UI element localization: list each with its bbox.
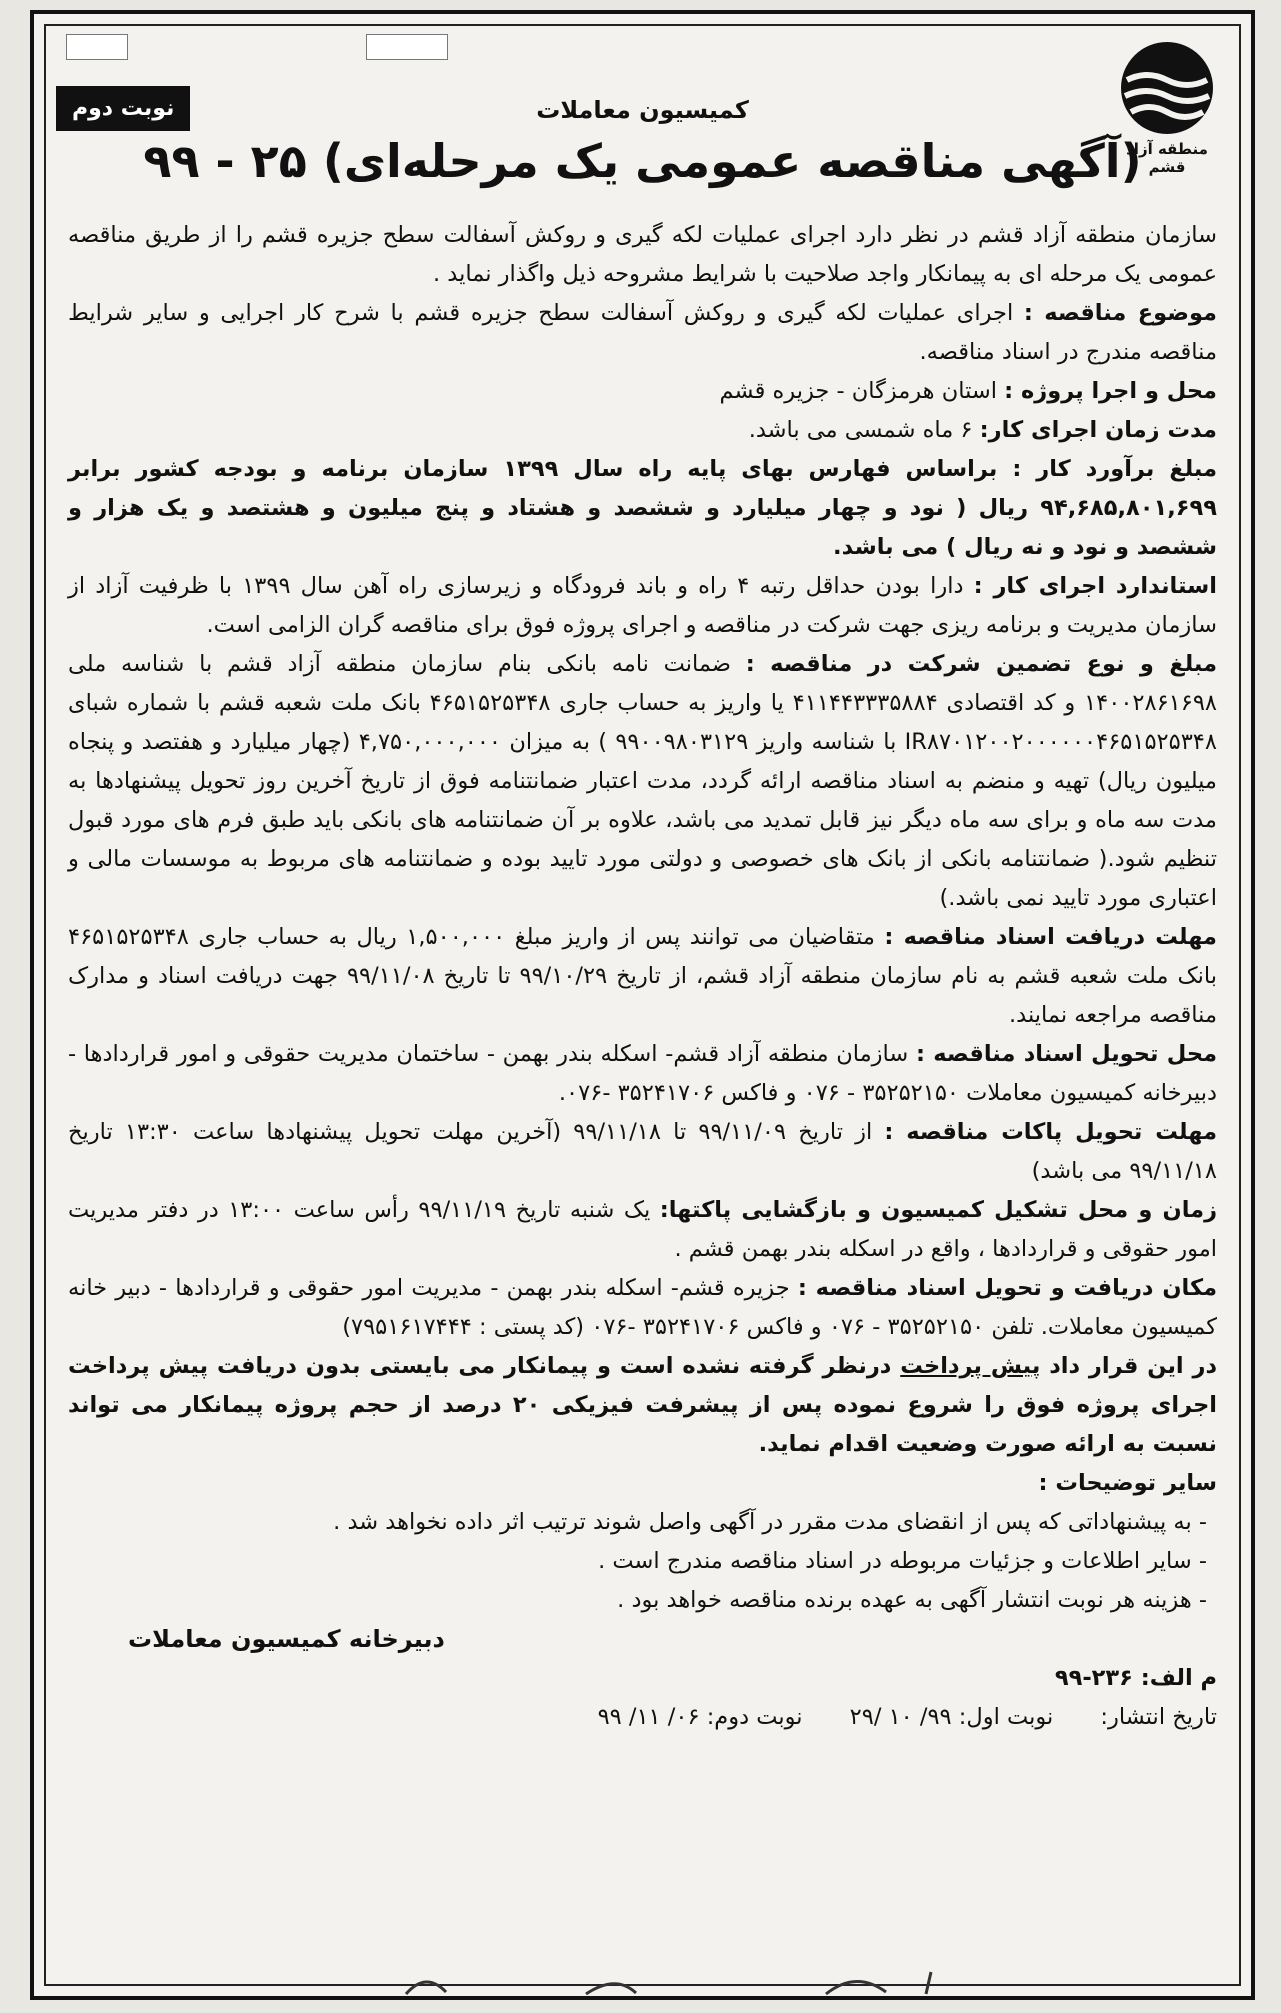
delivery-place-label: محل تحویل اسناد مناقصه : (915, 1041, 1217, 1067)
duration-text: ۶ ماه شمسی می باشد. (748, 417, 973, 443)
note-item: - به پیشنهاداتی که پس از انقضای مدت مقرر در آگهی واصل شوند ترتیب اثر داده نخواهد شد . (333, 1509, 1207, 1535)
publication-dates (68, 1698, 1217, 1737)
scan-strip (366, 34, 448, 60)
estimate-text: براساس فهارس بهای پایه راه سال ۱۳۹۹ سازمان برنامه و بودجه کشور برابر ۹۴,۶۸۵,۸۰۱,۶۹۹ ریال ( نود و چهار میلیارد و ششصد و هشتاد و پنج میلیون و هشتصد و یک هزار و ششصد و نود و نه ریال ) می باشد. (68, 456, 1217, 560)
commission-heading: کمیسیون معاملات (536, 96, 749, 124)
duration-row (68, 411, 1217, 450)
opening-row (68, 1191, 1217, 1269)
reference-number: م الف: ۲۳۶-۹۹ (1054, 1665, 1217, 1691)
subject-label: موضوع مناقصه : (1023, 300, 1217, 326)
logo-text: منطقه آزاد قشم (1126, 140, 1208, 176)
docs-deadline-label: مهلت دریافت اسناد مناقصه : (884, 924, 1217, 950)
docs-deadline-text: متقاضیان می توانند پس از واریز مبلغ ۱,۵۰۰,۰۰۰ ریال به حساب جاری ۴۶۵۱۵۲۵۳۴۸ بانک ملت شعبه قشم به نام سازمان منطقه آزاد قشم، از تاریخ ۹۹/۱۰/۲۹ تا تاریخ ۹۹/۱۱/۰۸ جهت دریافت اسناد و مدارک مناقصه مراجعه نمایند. (68, 924, 1217, 1028)
standard-label: استاندارد اجرای کار : (973, 573, 1217, 599)
prepayment-underlined: پیش پرداخت (900, 1353, 1041, 1379)
delivery-place-text: سازمان منطقه آزاد قشم- اسکله بندر بهمن - ساختمان مدیریت حقوقی و امور قراردادها - دبیرخانه کمیسیون معاملات ۳۵۲۵۲۱۵۰ - ۰۷۶ و فاکس ۳۵۲۴۱۷۰۶ -۰۷۶. (68, 1041, 1217, 1106)
guarantee-text: ضمانت نامه بانکی بنام سازمان منطقه آزاد قشم با شناسه ملی ۱۴۰۰۲۸۶۱۶۹۸ و کد اقتصادی ۴۱۱۴۴۳۳۳۵۸۸۴ یا واریز به حساب جاری ۴۶۵۱۵۲۵۳۴۸ بانک ملت شعبه قشم با شماره شبای IR۸۷۰۱۲۰۰۲۰۰۰۰۰۰۴۶۵۱۵۲۵۳۴۸ با شناسه واریز ۹۹۰۰۹۸۰۳۱۲۹ ) به میزان ۴,۷۵۰,۰۰۰,۰۰۰ (چهار میلیارد و هفتصد و پنجاه میلیون ریال) تهیه و منضم به اسناد مناقصه ارائه گردد، مدت اعتبار ضمانتنامه فوق از تاریخ آخرین روز تحویل پیشنهادها به مدت سه ماه و برای سه ماه دیگر نیز قابل تمدید می باشد، علاوه بر آن ضمانتنامه های بانکی باید طبق فرم های مورد قبول تنظیم شود.( ضمانتنامه بانکی از بانک های خصوصی و دولتی مورد تایید بوده و ضمانتنامه های مربوط به موسسات مالی و اعتباری مورد تایید نمی باشد.) (68, 651, 1217, 911)
round-badge: نوبت دوم (56, 86, 190, 131)
standard-text: دارا بودن حداقل رتبه ۴ راه و باند فرودگاه و زیرسازی راه آهن سال ۱۳۹۹ با ظرفیت آزاد از سازمان مدیریت و برنامه ریزی جهت شرکت در مناقصه و اجرای پروژه فوق برای مناقصه گران الزامی است. (68, 573, 1217, 638)
guarantee-label: مبلغ و نوع تضمین شرکت در مناقصه : (745, 651, 1217, 677)
clipping-frame (44, 24, 1241, 1986)
estimate-row (68, 450, 1217, 567)
torn-edge (34, 1966, 1251, 1996)
subject-text: اجرای عملیات لکه گیری و روکش آسفالت سطح جزیره قشم با شرح کار اجرایی و سایر شرایط مناقصه مندرج در اسناد مناقصه. (68, 300, 1217, 365)
note-item: - سایر اطلاعات و جزئیات مربوطه در اسناد مناقصه مندرج است . (598, 1548, 1207, 1574)
note-item: - هزینه هر نوبت انتشار آگهی به عهده برنده مناقصه خواهد بود . (617, 1587, 1207, 1613)
standard-row (68, 567, 1217, 645)
docs-deadline-row (68, 918, 1217, 1035)
notes-title: سایر توضیحات : (1038, 1470, 1217, 1496)
prepayment-text-a: در این قرار داد (1049, 1353, 1218, 1379)
intro-paragraph: سازمان منطقه آزاد قشم در نظر دارد اجرای عملیات لکه گیری و روکش آسفالت سطح جزیره قشم را از طریق مناقصه عمومی یک مرحله ای به پیمانکار واجد صلاحیت با شرایط مشروحه ذیل واگذار نماید . (68, 222, 1217, 287)
signature: دبیرخانه کمیسیون معاملات (128, 1625, 445, 1653)
receive-place-row (68, 1269, 1217, 1347)
estimate-label: مبلغ برآورد کار : (1012, 456, 1217, 482)
prepayment-paragraph (68, 1347, 1217, 1464)
subject-row (68, 294, 1217, 372)
guarantee-row (68, 645, 1217, 918)
opening-text: یک شنبه تاریخ ۹۹/۱۱/۱۹ رأس ساعت ۱۳:۰۰ در دفتر مدیریت امور حقوقی و قراردادها ، واقع در اسکله بندر بهمن قشم . (68, 1197, 1217, 1262)
tender-body (68, 216, 1217, 1737)
packets-deadline-row (68, 1113, 1217, 1191)
packets-deadline-label: مهلت تحویل پاکات مناقصه : (884, 1119, 1217, 1145)
scan-strip (66, 34, 128, 60)
second-round-date: نوبت دوم: ۰۶/ ۱۱/ ۹۹ (597, 1704, 803, 1730)
publication-label: تاریخ انتشار: (1100, 1704, 1217, 1730)
delivery-place-row (68, 1035, 1217, 1113)
tender-title: (آگهی مناقصه عمومی یک مرحله‌ای) ۲۵ - ۹۹ (143, 134, 1142, 188)
location-label: محل و اجرا پروژه : (1004, 378, 1217, 404)
packets-deadline-text: از تاریخ ۹۹/۱۱/۰۹ تا ۹۹/۱۱/۱۸ (آخرین مهلت تحویل پیشنهادها ساعت ۱۳:۳۰ تاریخ ۹۹/۱۱/۱۸ می باشد) (68, 1119, 1217, 1184)
duration-label: مدت زمان اجرای کار: (979, 417, 1217, 443)
location-text: استان هرمزگان - جزیره قشم (719, 378, 997, 404)
location-row (68, 372, 1217, 411)
receive-place-label: مکان دریافت و تحویل اسناد مناقصه : (797, 1275, 1218, 1301)
prepayment-text-b: درنظر گرفته نشده است و پیمانکار می بایستی بدون دریافت پیش پرداخت اجرای پروژه فوق را شروع نموده پس از پیشرفت فیزیکی ۲۰ درصد از حجم پروژه پیمانکار می تواند نسبت به ارائه صورت وضعیت اقدام نماید. (68, 1353, 1217, 1457)
opening-label: زمان و محل تشکیل کمیسیون و بازگشایی پاکتها: (659, 1197, 1218, 1223)
first-round-date: نوبت اول: ۹۹/ ۱۰ /۲۹ (849, 1704, 1054, 1730)
scribble-icon (34, 1966, 1251, 1996)
newspaper-clipping (30, 10, 1255, 2000)
receive-place-text: جزیره قشم- اسکله بندر بهمن - مدیریت امور حقوقی و قراردادها - دبیر خانه کمیسیون معاملات. تلفن ۳۵۲۵۲۱۵۰ - ۰۷۶ و فاکس ۳۵۲۴۱۷۰۶ -۰۷۶ (کد پستی : ۷۹۵۱۶۱۷۴۴۴) (68, 1275, 1217, 1340)
